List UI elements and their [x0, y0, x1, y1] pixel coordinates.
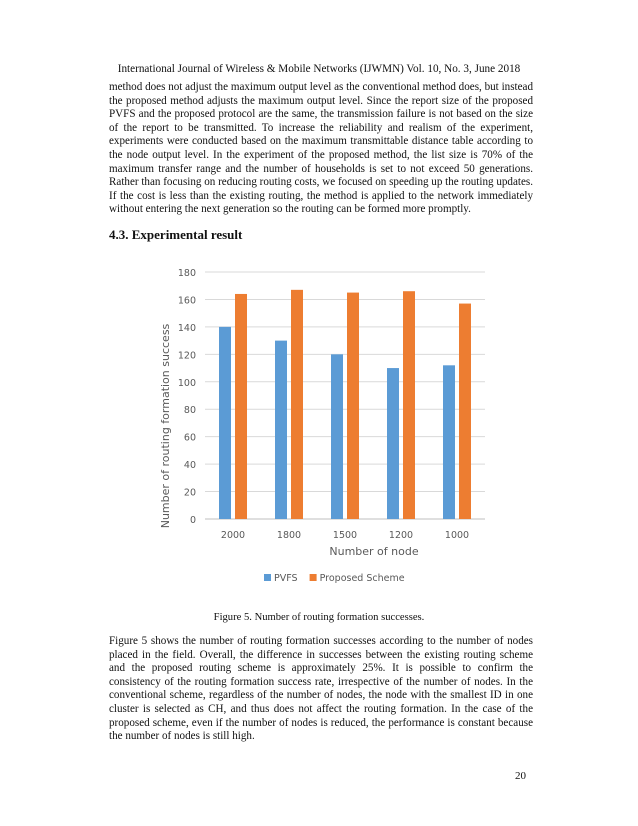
bar-pvfs-1500 — [331, 354, 343, 519]
y-axis-label: Number of routing formation success — [159, 323, 172, 529]
bar-proposed-scheme-2000 — [235, 294, 247, 519]
body-paragraph-2: Figure 5 shows the number of routing formation successes according to the number of nodes placed in the field. Overall, the difference in successes between the existing routing scheme and the proposed routing scheme is approximately 25%. It is possible to confirm the consistency of the routing formation success rate, irrespective of the number of nodes. In the conventional scheme, regardless of the number of nodes, the node with the smallest ID in one cluster is selected as CH, and thus does not affect the routing formation. In the case of the proposed scheme, even if the number of nodes is reduced, the performance is constant because the number of nodes is still high. — [109, 635, 533, 743]
y-tick-label: 140 — [177, 322, 196, 334]
bar-proposed-scheme-1000 — [459, 304, 471, 519]
x-tick-label: 1500 — [332, 530, 358, 541]
chart-bars — [219, 290, 471, 519]
y-tick-label: 160 — [177, 295, 196, 307]
journal-header: International Journal of Wireless & Mobile Networks (IJWMN) Vol. 10, No. 3, June 2018 — [117, 63, 521, 75]
legend-swatch-proposed-scheme — [310, 574, 317, 581]
x-axis-label: Number of node — [329, 545, 419, 558]
y-tick-label: 40 — [183, 460, 196, 472]
bar-proposed-scheme-1200 — [403, 291, 415, 519]
bar-proposed-scheme-1500 — [347, 293, 359, 519]
body-paragraph-1: method does not adjust the maximum output level as the conventional method does, but instead the proposed method adjusts the maximum output level. Since the report size of the proposed PVFS and the proposed protocol are the same, the transmission failure is not based on the size of the report to be transmitted. To increase the reliability and realism of the experiment, experiments were conducted based on the maximum transmittable distance table according to the node output level. In the experiment of the proposed method, the list size is 70% of the maximum transfer range and the number of households is set to not exceed 50 generations. Rather than focusing on reducing routing costs, we focused on speeding up the routing updates. If the cost is less than the existing routing, the method is applied to the network immediately without entering the next generation so the routing can be formed more promptly. — [109, 81, 533, 216]
x-tick-label: 1800 — [276, 530, 302, 541]
figure-caption: Figure 5. Number of routing formation successes. — [213, 612, 425, 623]
bar-pvfs-1000 — [443, 365, 455, 519]
y-tick-label: 0 — [189, 515, 196, 526]
x-tick-label: 1200 — [388, 530, 414, 541]
bar-chart — [150, 258, 495, 598]
page-number: 20 — [515, 770, 526, 782]
bar-pvfs-1200 — [387, 368, 399, 519]
bar-proposed-scheme-1800 — [291, 290, 303, 519]
chart-y-ticks — [178, 268, 196, 526]
chart-x-ticks — [221, 530, 469, 541]
y-tick-label: 180 — [177, 268, 196, 279]
legend-swatch-pvfs — [264, 574, 271, 581]
legend-label-pvfs: PVFS — [274, 573, 298, 584]
bar-pvfs-1800 — [275, 341, 287, 519]
x-tick-label: 1000 — [444, 530, 470, 541]
y-tick-label: 60 — [183, 432, 196, 444]
y-tick-label: 100 — [177, 377, 196, 389]
section-heading: 4.3. Experimental result — [109, 227, 243, 242]
chart-legend — [264, 573, 405, 584]
bar-pvfs-2000 — [219, 327, 231, 519]
y-tick-label: 20 — [183, 487, 196, 499]
y-tick-label: 120 — [177, 350, 196, 362]
legend-label-proposed-scheme: Proposed Scheme — [319, 573, 405, 584]
x-tick-label: 2000 — [220, 530, 246, 541]
y-tick-label: 80 — [183, 405, 196, 417]
